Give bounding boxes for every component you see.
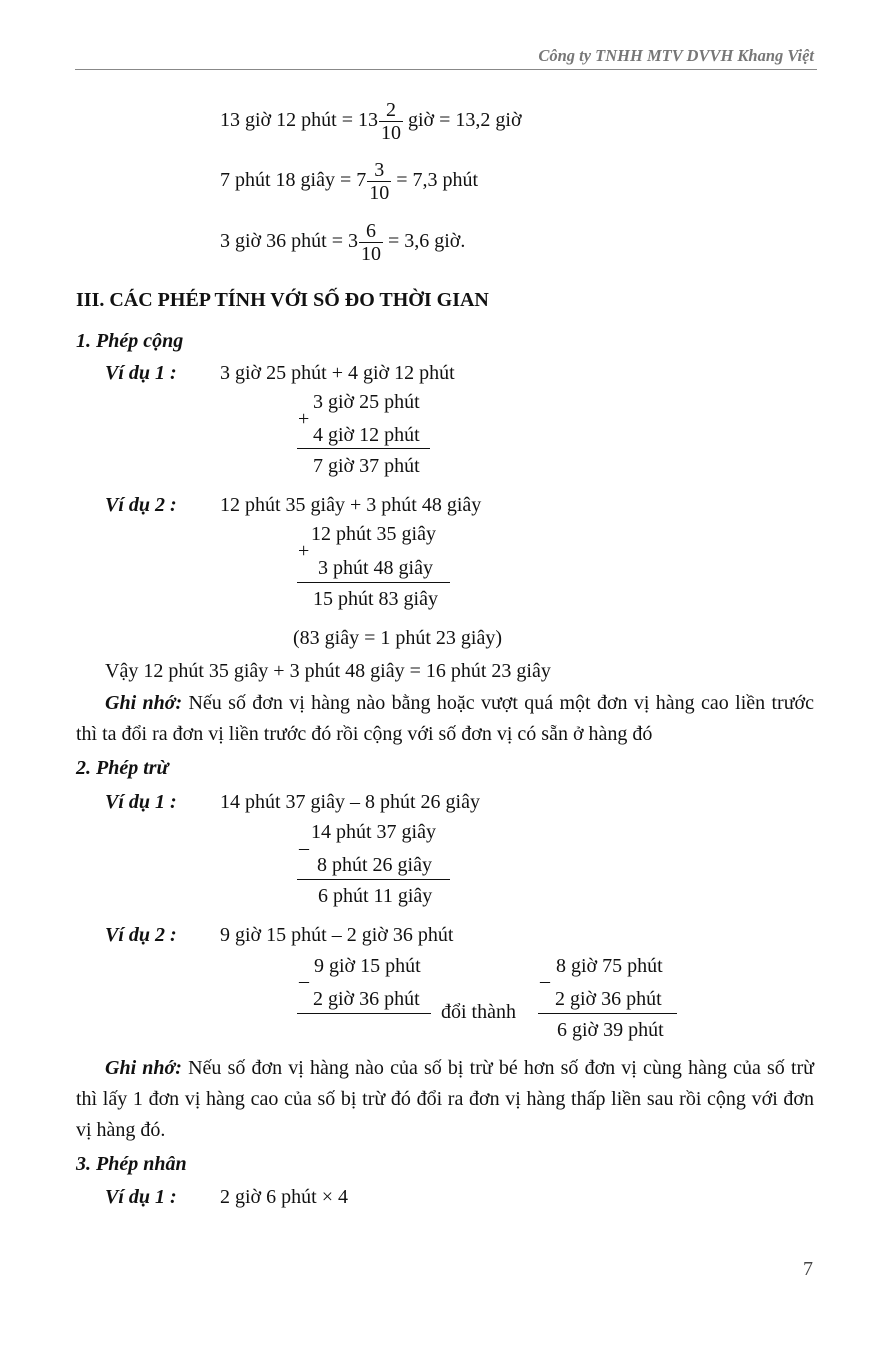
remember-label: Ghi nhớ: xyxy=(105,692,183,714)
example-label: Ví dụ 2 : xyxy=(105,494,177,516)
fraction-denominator: 10 xyxy=(380,122,401,144)
operand-top-converted: 8 giờ 75 phút xyxy=(556,955,663,977)
fraction xyxy=(359,220,383,265)
example-expression: 3 giờ 25 phút + 4 giờ 12 phút xyxy=(220,362,455,384)
section-title: III. CÁC PHÉP TÍNH VỚI SỐ ĐO THỜI GIAN xyxy=(76,289,489,311)
remember-text: Nếu số đơn vị hàng nào bằng hoặc vượt quá một đơn vị hàng cao liền trước thì ta đổi ra đơn vị liền trước đó rồi cộng với số đơn vị có sẵn ở hàng đó xyxy=(76,692,814,745)
conversion-note: (83 giây = 1 phút 23 giây) xyxy=(293,627,503,649)
operand-bottom: 3 phút 48 giây xyxy=(318,557,433,579)
operand-bottom: 8 phút 26 giây xyxy=(317,854,432,876)
example-expression: 9 giờ 15 phút – 2 giờ 36 phút xyxy=(220,924,454,946)
page-number: 7 xyxy=(803,1258,813,1280)
conversion-left: 7 phút 18 giây = 7 xyxy=(220,169,367,192)
conversion-row-2 xyxy=(220,159,478,204)
fraction-denominator: 10 xyxy=(369,182,390,204)
conversion-right: = 3,6 giờ. xyxy=(387,230,466,253)
fraction xyxy=(367,159,391,204)
conclusion: Vậy 12 phút 35 giây + 3 phút 48 giây = 16 phút 23 giây xyxy=(105,660,551,682)
operand-top: 3 giờ 25 phút xyxy=(313,391,420,413)
minus-sign: – xyxy=(540,970,550,992)
conversion-right: giờ = 13,2 giờ xyxy=(407,109,522,132)
operand-bottom: 2 giờ 36 phút xyxy=(313,988,420,1010)
result: 7 giờ 37 phút xyxy=(313,455,420,477)
header-rule xyxy=(75,69,817,70)
remember-note xyxy=(76,1053,814,1146)
operand-top: 14 phút 37 giây xyxy=(311,821,436,843)
addition-heading: 1. Phép cộng xyxy=(76,330,184,352)
subtraction-heading: 2. Phép trừ xyxy=(76,757,169,779)
fraction-numerator: 3 xyxy=(367,159,391,182)
plus-sign: + xyxy=(298,540,310,562)
remember-text: Nếu số đơn vị hàng nào của số bị trừ bé hơn số đơn vị cùng hàng của số trừ thì lấy 1 đơn vị hàng cao của số bị trừ đó đổi ra đơn vị hàng thấp liền sau rồi cộng với đơn vị hàng đó. xyxy=(76,1057,815,1141)
conversion-left: 13 giờ 12 phút = 13 xyxy=(220,109,378,132)
example-expression: 12 phút 35 giây + 3 phút 48 giây xyxy=(220,494,482,516)
example-label: Ví dụ 1 : xyxy=(105,791,177,813)
fraction-denominator: 10 xyxy=(360,243,381,265)
example-label: Ví dụ 1 : xyxy=(105,1186,177,1208)
conversion-right: = 7,3 phút xyxy=(396,169,479,192)
remember-note xyxy=(76,688,814,750)
conversion-row-3 xyxy=(220,220,465,265)
example-expression: 14 phút 37 giây – 8 phút 26 giây xyxy=(220,791,480,813)
fraction-numerator: 2 xyxy=(379,99,403,122)
sum-line xyxy=(297,582,450,583)
operand-top: 12 phút 35 giây xyxy=(311,523,436,545)
sum-line xyxy=(297,448,430,449)
fraction-numerator: 6 xyxy=(359,220,383,243)
fraction xyxy=(379,99,403,144)
example-label: Ví dụ 1 : xyxy=(105,362,177,384)
example-label: Ví dụ 2 : xyxy=(105,924,177,946)
operand-bottom-converted: 2 giờ 36 phút xyxy=(555,988,662,1010)
difference-line xyxy=(297,1013,431,1014)
plus-sign: + xyxy=(298,408,310,430)
conversion-row-1 xyxy=(220,99,522,144)
operand-bottom: 4 giờ 12 phút xyxy=(313,424,420,446)
minus-sign: – xyxy=(299,837,309,859)
example-expression: 2 giờ 6 phút × 4 xyxy=(220,1186,348,1208)
difference-line xyxy=(538,1013,677,1014)
conversion-left: 3 giờ 36 phút = 3 xyxy=(220,230,358,253)
result: 6 giờ 39 phút xyxy=(557,1019,664,1041)
remember-label: Ghi nhớ: xyxy=(105,1057,182,1079)
multiplication-heading: 3. Phép nhân xyxy=(76,1153,187,1175)
convert-label: đổi thành xyxy=(441,1001,516,1023)
result: 15 phút 83 giây xyxy=(313,588,438,610)
publisher-header: Công ty TNHH MTV DVVH Khang Việt xyxy=(538,46,814,65)
result: 6 phút 11 giây xyxy=(318,885,433,907)
minus-sign: – xyxy=(299,970,309,992)
difference-line xyxy=(297,879,450,880)
operand-top: 9 giờ 15 phút xyxy=(314,955,421,977)
